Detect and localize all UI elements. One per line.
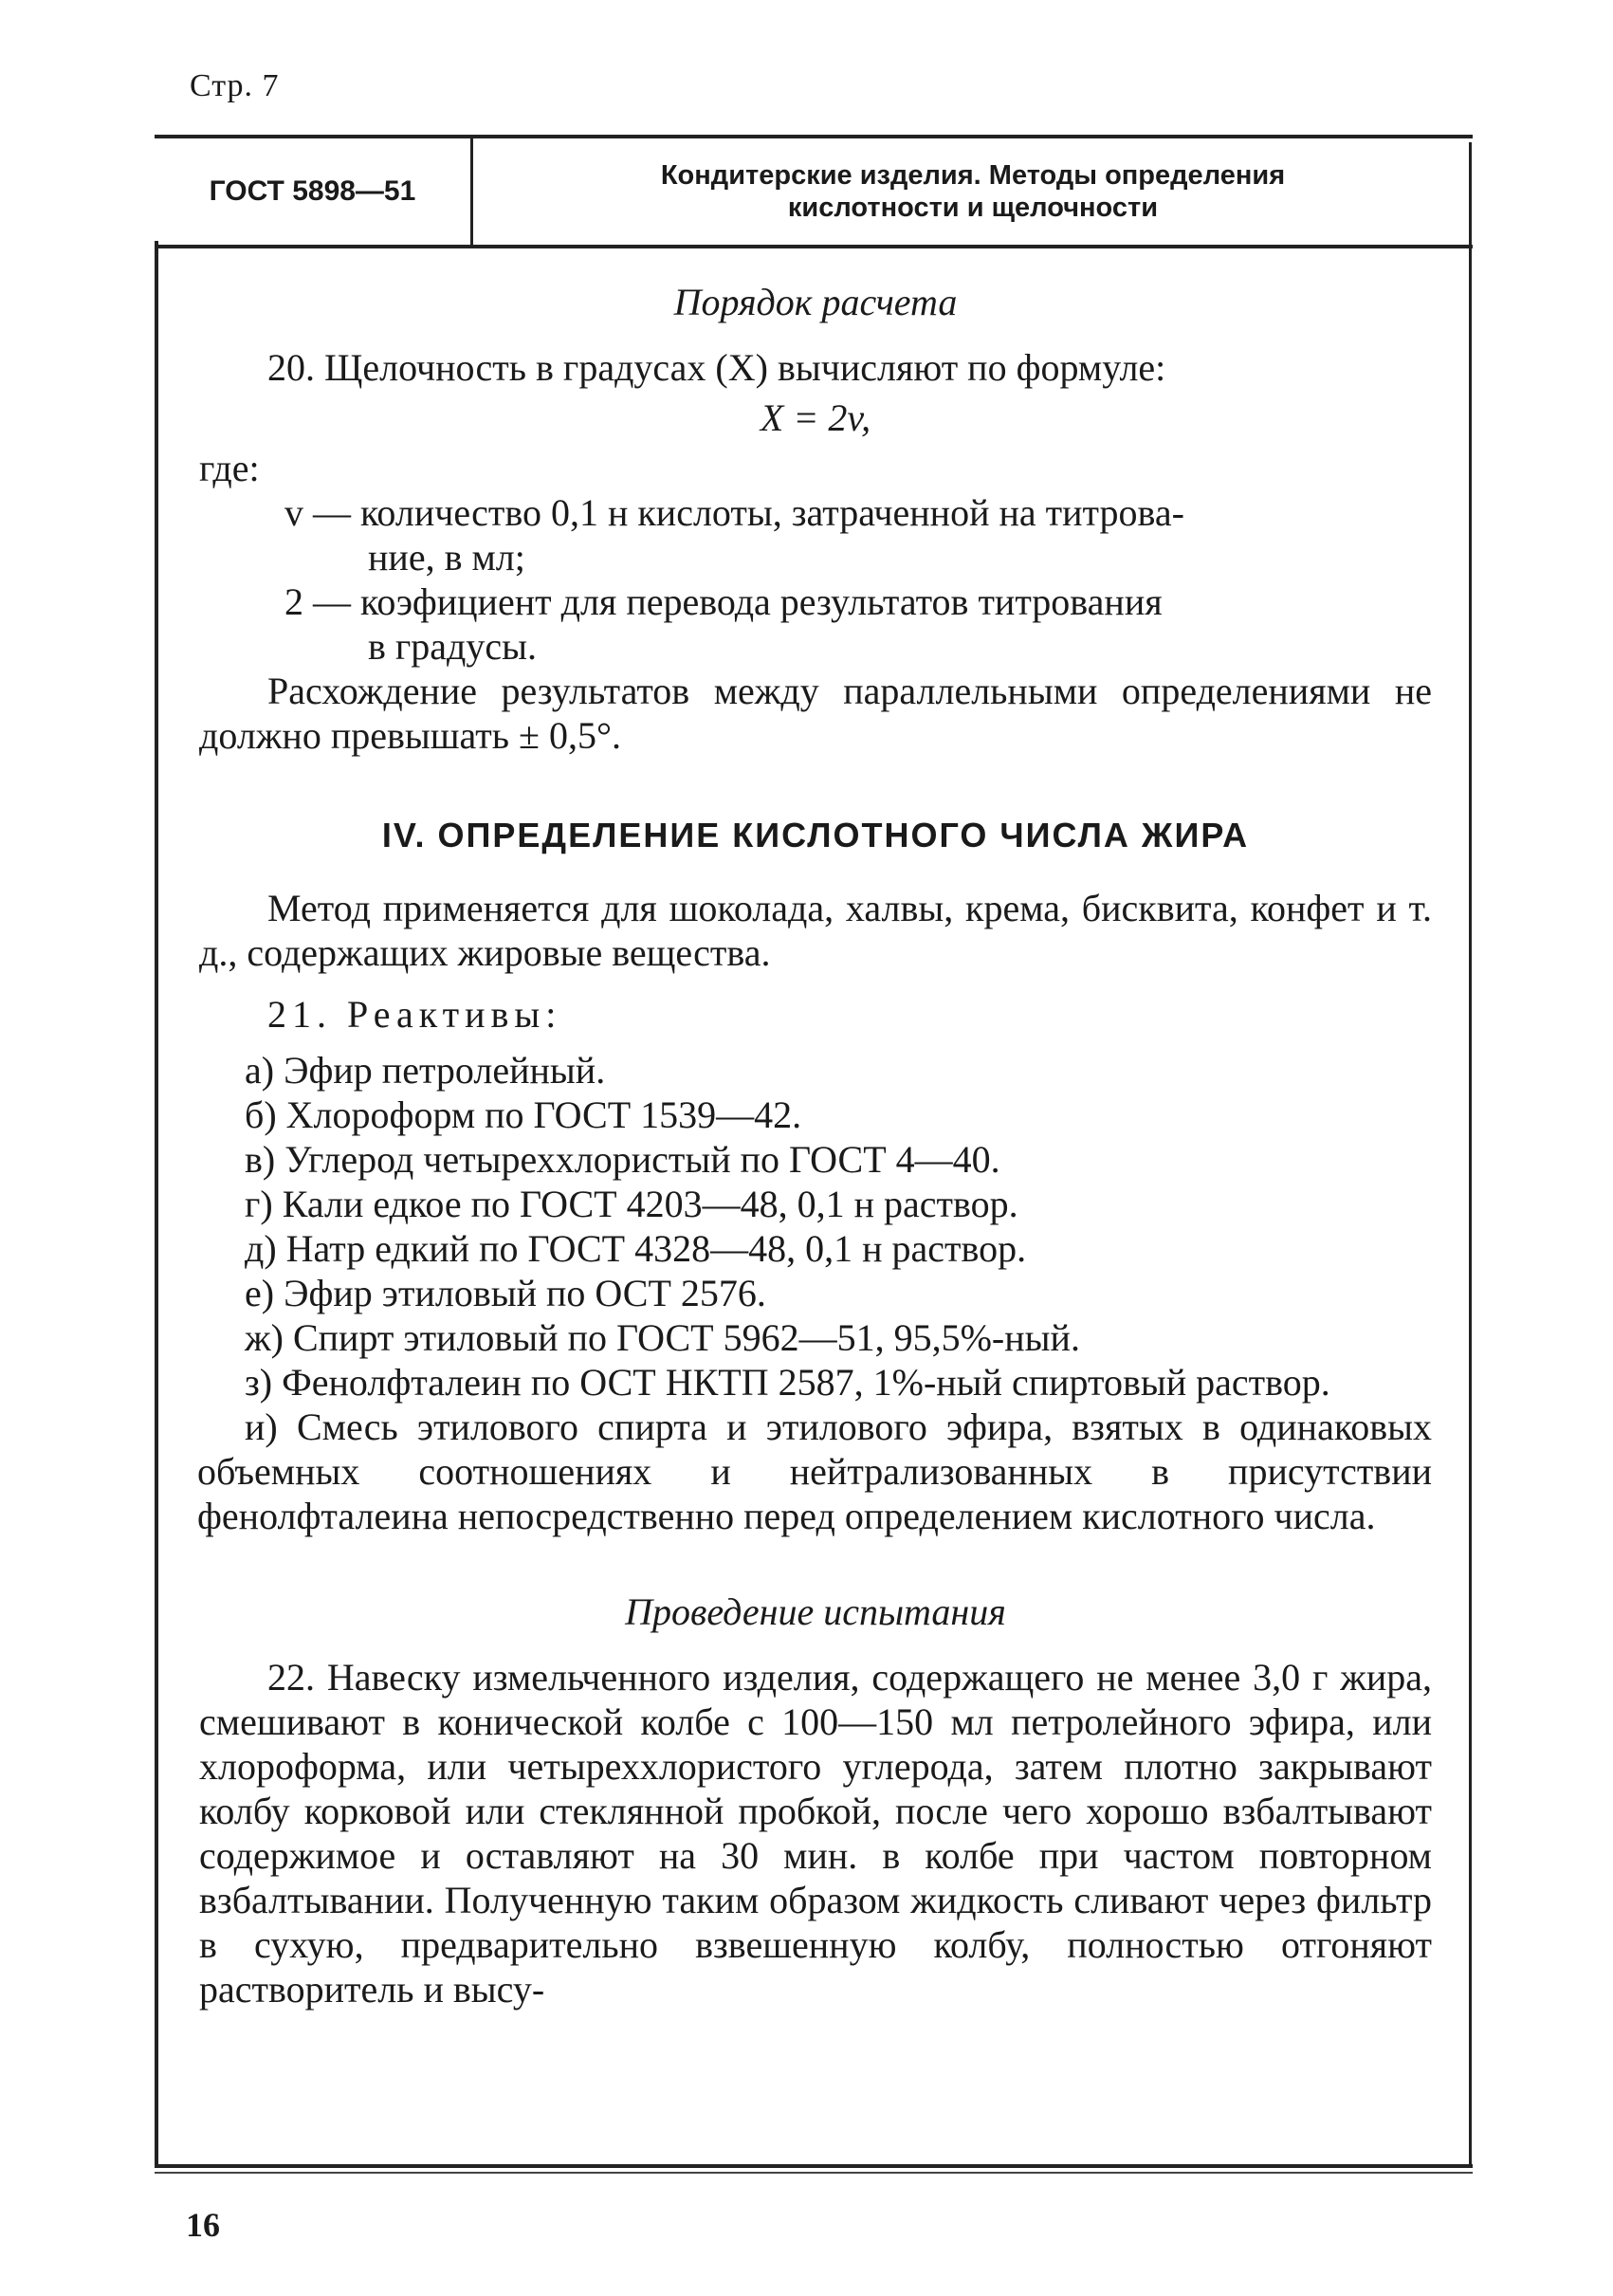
definition-v-cont: ние, в мл; <box>368 536 525 579</box>
formula: X = 2v, <box>760 396 871 439</box>
paragraph-22: 22. Навеску измельченного изделия, содержащего не менее 3,0 г жира, смешивают в конической колбе с 100—150 мл петролейного эфира, или хлороформа, или четыреххлористого углерода, затем плотно закрывают колбу корковой или стеклянной пробкой, после чего хорошо взбалтывают содержимое и оставляют на 30 мин. в колбе при частом повторном взбалтывании. Полученную таким образом жидкость сливают через фильтр в сухую, предварительно взвешенную колбу, полностью отгоняют растворитель и высу- <box>199 1656 1432 2011</box>
divergence-note: Расхождение результатов между параллельными определениями не должно превышать ± 0,5°. <box>199 670 1432 757</box>
definition-2-cont: в градусы. <box>368 625 538 668</box>
page-number: 16 <box>186 2206 220 2244</box>
standard-title <box>473 138 1473 245</box>
method-intro: Метод применяется для шоколада, халвы, крема, бисквита, конфет и т. д., содержащих жировые вещества. <box>199 887 1432 974</box>
page-body <box>199 280 1432 2011</box>
definitions <box>284 490 1432 669</box>
standard-title-line1: Кондитерские изделия. Методы определения <box>660 160 1286 191</box>
paragraph-20: 20. Щелочность в градусах (X) вычисляют по формуле: <box>267 346 1166 389</box>
test-heading: Проведение испытания <box>625 1590 1006 1633</box>
where-label: где: <box>199 447 260 489</box>
list-item: г) Кали едкое по ГОСТ 4203—48, 0,1 н раствор. <box>245 1183 1018 1225</box>
list-item: а) Эфир петролейный. <box>245 1049 606 1092</box>
page-label: Стр. 7 <box>190 68 280 103</box>
definition-2: 2 — коэфициент для перевода результатов титрования <box>284 580 1163 623</box>
calc-heading: Порядок расчета <box>673 281 958 323</box>
definition-v: v — количество 0,1 н кислоты, затраченной на титрова- <box>284 491 1184 534</box>
list-item: и) Смесь этилового спирта и этилового эфира, взятых в одинаковых объемных соотношениях и нейтрализованных в присутствии фенолфталеина непосредственно перед определением кислотного числа. <box>197 1405 1432 1537</box>
standard-code: ГОСТ 5898—51 <box>155 138 473 245</box>
standard-title-line2: кислотности и щелочности <box>787 193 1159 223</box>
frame-bottom-rule-thin <box>155 2172 1473 2174</box>
list-item: д) Натр едкий по ГОСТ 4328—48, 0,1 н раствор. <box>245 1227 1027 1270</box>
frame-left-rule <box>155 241 158 2168</box>
reagents-list <box>197 1048 1432 1538</box>
list-item: б) Хлороформ по ГОСТ 1539—42. <box>245 1093 802 1136</box>
list-item: в) Углерод четыреххлористый по ГОСТ 4—40. <box>245 1138 1000 1181</box>
document-header <box>155 135 1473 248</box>
frame-right-rule <box>1469 142 1472 2168</box>
frame-bottom-rule <box>155 2164 1473 2168</box>
list-item: з) Фенолфталеин по ОСТ НКТП 2587, 1%-ный спиртовый раствор. <box>245 1361 1330 1404</box>
list-item: ж) Спирт этиловый по ГОСТ 5962—51, 95,5%-ный. <box>245 1316 1080 1359</box>
list-item: е) Эфир этиловый по ОСТ 2576. <box>245 1272 766 1314</box>
reagents-title: 21. Реактивы: <box>267 993 562 1036</box>
section-iv-heading: IV. ОПРЕДЕЛЕНИЕ КИСЛОТНОГО ЧИСЛА ЖИРА <box>381 816 1250 854</box>
